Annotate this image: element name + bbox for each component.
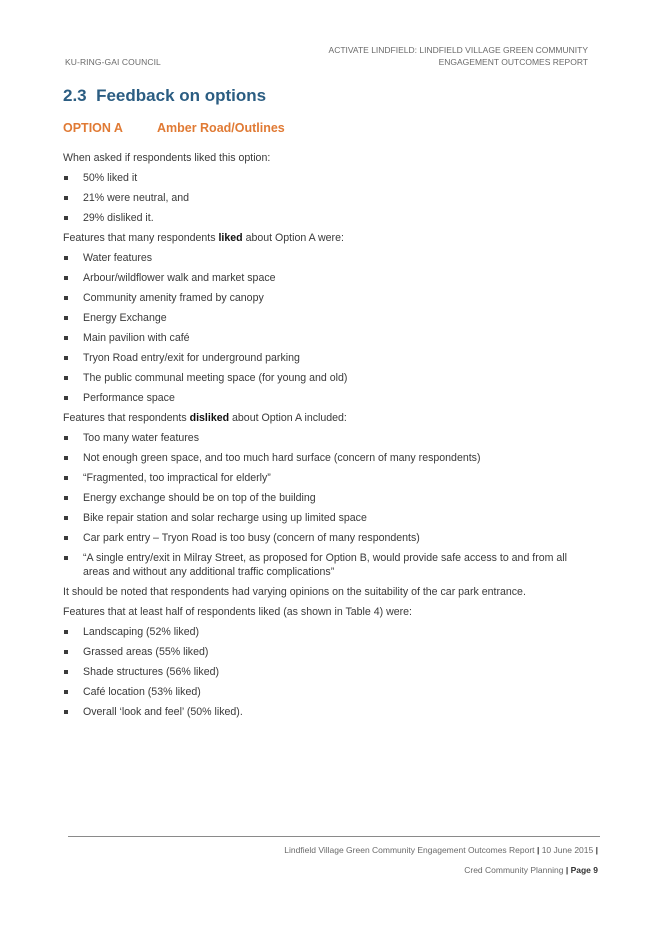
footer-organisation: Cred Community Planning: [464, 865, 564, 875]
half-liked-list: [63, 622, 588, 722]
footer-page-line: [464, 865, 598, 875]
disliked-intro-bold: disliked: [189, 412, 230, 424]
footer-report-title: Lindfield Village Green Community Engagement Outcomes Report: [284, 845, 535, 855]
footer-date: 10 June 2015: [541, 845, 594, 855]
list-item: “Fragmented, too impractical for elderly”: [63, 468, 588, 488]
list-item: 50% liked it: [63, 168, 588, 188]
body-content: [63, 148, 588, 722]
list-item: 29% disliked it.: [63, 208, 588, 228]
footer-separator: |: [536, 845, 540, 855]
list-item: “A single entry/exit in Milray Street, as proposed for Option B, would provide safe access to and from all areas and without any additional traffic complications”: [63, 548, 588, 582]
disliked-intro-post: about Option A included:: [229, 412, 347, 424]
section-title-text: Feedback on options: [96, 86, 267, 105]
car-park-note: It should be noted that respondents had varying opinions on the suitability of the car park entrance.: [63, 586, 526, 598]
intro-paragraph: When asked if respondents liked this option:: [63, 152, 271, 164]
list-item: 21% were neutral, and: [63, 188, 588, 208]
footer-separator: |: [565, 865, 569, 875]
list-item: Overall ‘look and feel’ (50% liked).: [63, 702, 588, 722]
list-item: Car park entry – Tryon Road is too busy (concern of many respondents): [63, 528, 588, 548]
ratings-list: [63, 168, 588, 228]
list-item: Energy exchange should be on top of the building: [63, 488, 588, 508]
header-report-title: [329, 45, 588, 68]
list-item: Main pavilion with café: [63, 328, 588, 348]
list-item: Water features: [63, 248, 588, 268]
header-title-line2: ENGAGEMENT OUTCOMES REPORT: [438, 56, 588, 67]
disliked-list: [63, 428, 588, 582]
list-item: Tryon Road entry/exit for underground parking: [63, 348, 588, 368]
option-name: Amber Road/Outlines: [156, 121, 285, 135]
list-item: Performance space: [63, 388, 588, 408]
list-item: Café location (53% liked): [63, 682, 588, 702]
list-item: Bike repair station and solar recharge using up limited space: [63, 508, 588, 528]
section-number: 2.3: [63, 86, 87, 105]
list-item: Arbour/wildflower walk and market space: [63, 268, 588, 288]
list-item: Shade structures (56% liked): [63, 662, 588, 682]
option-heading: [63, 121, 285, 135]
page-number: Page 9: [570, 865, 598, 875]
list-item: Grassed areas (55% liked): [63, 642, 588, 662]
list-item: Community amenity framed by canopy: [63, 288, 588, 308]
liked-list: [63, 248, 588, 408]
option-label: OPTION A: [63, 121, 123, 135]
disliked-intro: [63, 408, 588, 428]
footer-separator: |: [595, 845, 598, 855]
footer-report-line: [284, 845, 598, 855]
section-title: [63, 86, 266, 106]
half-liked-intro: Features that at least half of respondents liked (as shown in Table 4) were:: [63, 606, 413, 618]
header-title-line1: ACTIVATE LINDFIELD: LINDFIELD VILLAGE GREEN COMMUNITY: [328, 45, 588, 55]
list-item: Energy Exchange: [63, 308, 588, 328]
list-item: Landscaping (52% liked): [63, 622, 588, 642]
liked-intro: [63, 228, 588, 248]
liked-intro-post: about Option A were:: [242, 232, 344, 244]
footer-divider: [68, 836, 600, 837]
liked-intro-bold: liked: [218, 232, 243, 244]
list-item: Not enough green space, and too much hard surface (concern of many respondents): [63, 448, 588, 468]
disliked-intro-pre: Features that respondents: [63, 412, 190, 424]
liked-intro-pre: Features that many respondents: [63, 232, 219, 244]
list-item: The public communal meeting space (for young and old): [63, 368, 588, 388]
header-council-name: KU-RING-GAI COUNCIL: [65, 57, 161, 67]
list-item: Too many water features: [63, 428, 588, 448]
